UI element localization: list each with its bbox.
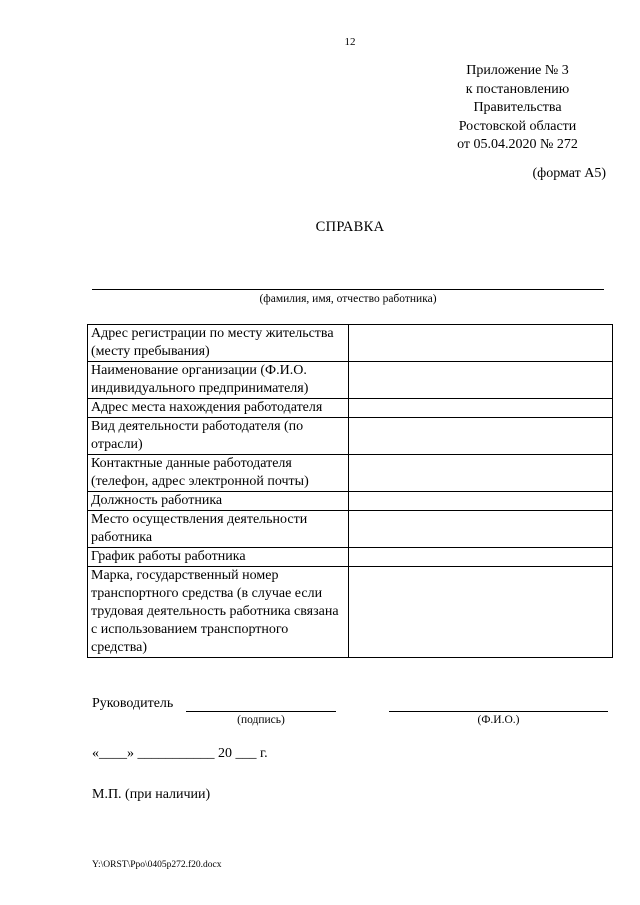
row-value <box>349 362 613 399</box>
row-label: Контактные данные работодателя (телефон, адрес электронной почты) <box>88 455 349 492</box>
document-title: СПРАВКА <box>315 219 385 235</box>
date-line: «____» ___________ 20 ___ г. <box>92 746 268 761</box>
row-value <box>349 418 613 455</box>
info-table <box>87 324 613 658</box>
row-value <box>349 399 613 418</box>
signature-underline <box>186 711 336 712</box>
row-label: Марка, государственный номер транспортного средства (в случае если трудовая деятельность работника связана с использованием транспортного средства) <box>88 567 349 658</box>
table-row <box>88 399 613 418</box>
name-caption: (фамилия, имя, отчество работника) <box>259 293 437 305</box>
appendix-block <box>430 62 605 155</box>
manager-label: Руководитель <box>92 696 174 711</box>
stamp-note: М.П. (при наличии) <box>92 787 211 802</box>
table-row <box>88 325 613 362</box>
appendix-line-3: Правительства <box>473 100 562 115</box>
row-value <box>349 548 613 567</box>
table-row <box>88 492 613 511</box>
appendix-line-5: от 05.04.2020 № 272 <box>457 137 578 152</box>
row-label: Вид деятельности работодателя (по отрасли) <box>88 418 349 455</box>
row-label: Наименование организации (Ф.И.О. индивидуального предпринимателя) <box>88 362 349 399</box>
row-value <box>349 325 613 362</box>
fio-underline <box>389 711 608 712</box>
table-row <box>88 567 613 658</box>
file-path: Y:\ORST\Ppo\0405p272.f20.docx <box>92 860 222 870</box>
appendix-line-1: Приложение № 3 <box>466 63 569 78</box>
table-row <box>88 548 613 567</box>
row-value <box>349 567 613 658</box>
table-row <box>88 418 613 455</box>
signature-caption: (подпись) <box>237 714 285 726</box>
row-value <box>349 455 613 492</box>
name-underline <box>92 289 604 290</box>
row-value <box>349 492 613 511</box>
table-row <box>88 362 613 399</box>
table-row <box>88 511 613 548</box>
row-label: Адрес места нахождения работодателя <box>88 399 349 418</box>
row-label: Адрес регистрации по месту жительства (месту пребывания) <box>88 325 349 362</box>
page-number: 12 <box>344 36 356 48</box>
appendix-line-4: Ростовской области <box>458 118 577 134</box>
table-row <box>88 455 613 492</box>
row-label: Должность работника <box>88 492 349 511</box>
appendix-line-2: к постановлению <box>465 81 570 97</box>
row-label: График работы работника <box>88 548 349 567</box>
row-label: Место осуществления деятельности работника <box>88 511 349 548</box>
fio-caption: (Ф.И.О.) <box>477 714 520 726</box>
row-value <box>349 511 613 548</box>
format-note: (формат А5) <box>532 166 606 181</box>
